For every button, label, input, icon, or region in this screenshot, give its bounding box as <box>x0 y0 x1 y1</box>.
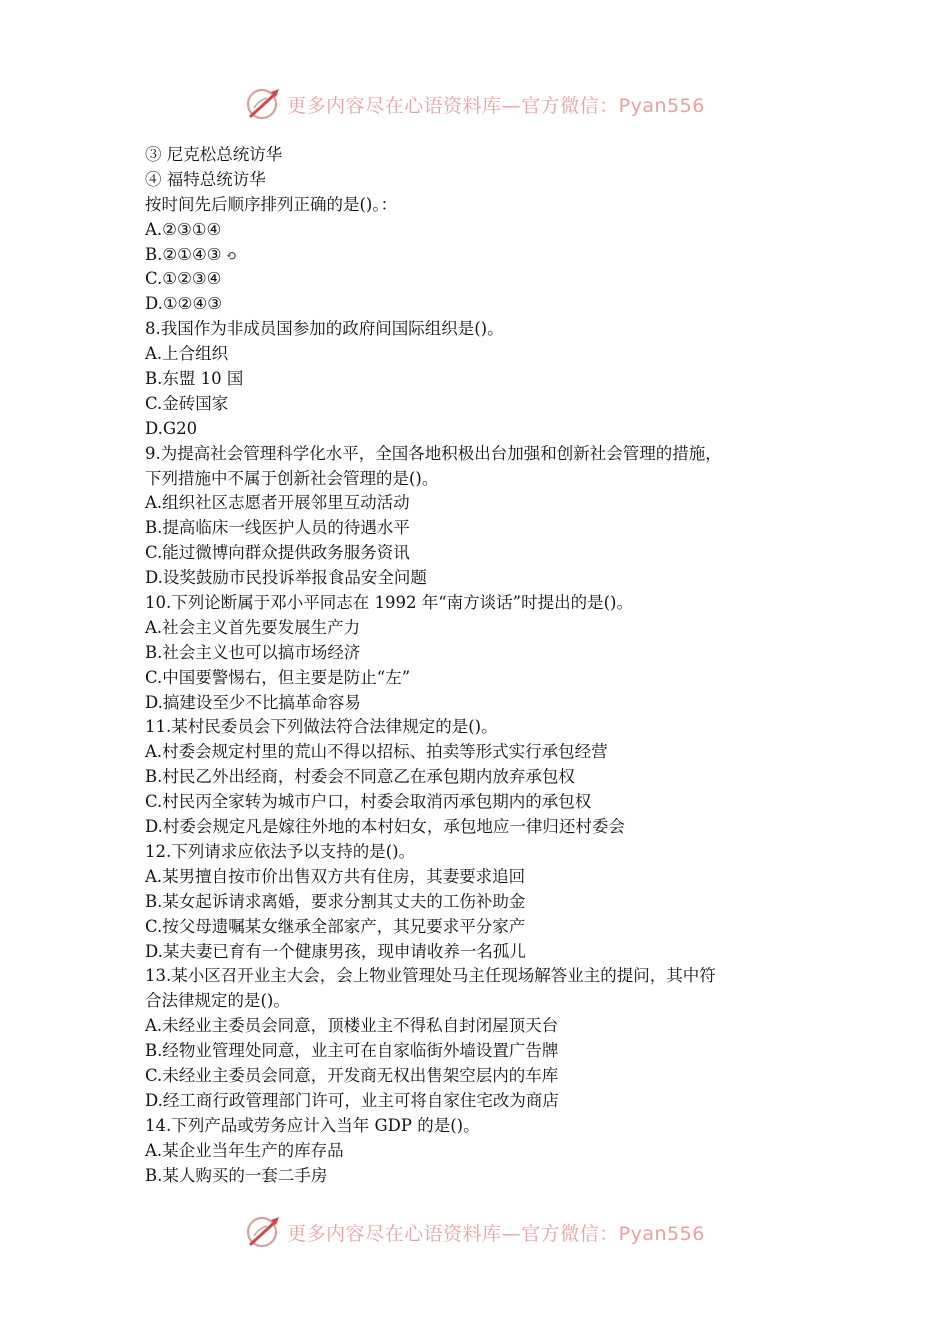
text-line: ③ 尼克松总统访华 <box>145 145 283 164</box>
text-line: A.村委会规定村里的荒山不得以招标、拍卖等形式实行承包经营 <box>145 742 608 762</box>
text-line: 按时间先后顺序排列正确的是()。： <box>145 194 398 214</box>
text-line: D.G20 <box>145 418 198 438</box>
text-line: D.搞建设至少不比搞革命容易 <box>145 692 361 712</box>
text-line: A.组织社区志愿者开展邻里互动活动 <box>145 493 410 513</box>
text-line: C.按父母遗嘱某女继承全部家产，其兄要求平分家产 <box>145 916 526 936</box>
document-body <box>145 143 835 1188</box>
header-watermark <box>0 84 950 124</box>
text-line: C.能过微博向群众提供政务服务资讯 <box>145 543 410 563</box>
text-line: C.①②③④ <box>145 269 222 289</box>
text-line: A.某男擅自按市价出售双方共有住房，其妻要求追回 <box>145 866 526 886</box>
text-line: A.未经业主委员会同意，顶楼业主不得私自封闭屋顶天台 <box>145 1016 559 1036</box>
watermark-text: 更多内容尽在心语资料库—官方微信：Pyan556 <box>287 1222 705 1245</box>
text-line: D.经工商行政管理部门许可，业主可将自家住宅改为商店 <box>145 1090 559 1110</box>
text-line: B.社会主义也可以搞市场经济 <box>145 642 361 662</box>
text-line: 12.下列请求应依法予以支持的是()。 <box>145 841 416 861</box>
text-line: B.提高临床一线医护人员的待遇水平 <box>145 518 410 538</box>
text-line: 9.为提高社会管理科学化水平，全国各地积极出台加强和创新社会管理的措施， <box>145 443 722 463</box>
text-line-with-mark <box>145 243 835 268</box>
text-line: A.②③①④ <box>145 219 222 239</box>
text-line: 14.下列产品或劳务应计入当年 GDP 的是()。 <box>145 1115 480 1135</box>
text-line: B.某人购买的一套二手房 <box>145 1165 328 1185</box>
text-line: B.某女起诉请求离婚，要求分割其丈夫的工伤补助金 <box>145 891 526 911</box>
text-line: D.村委会规定凡是嫁往外地的本村妇女，承包地应一律归还村委会 <box>145 817 625 837</box>
text-line: B.东盟 10 国 <box>145 369 244 389</box>
text-line: 10.下列论断属于邓小平同志在 1992 年“南方谈话”时提出的是()。 <box>145 593 633 613</box>
text-line: A.社会主义首先要发展生产力 <box>145 617 361 637</box>
text-line: C.村民丙全家转为城市户口，村委会取消丙承包期内的承包权 <box>145 792 592 812</box>
watermark-text: 更多内容尽在心语资料库—官方微信：Pyan556 <box>287 94 705 117</box>
text-line: A.上合组织 <box>145 344 229 364</box>
text-line: 11.某村民委员会下列做法符合法律规定的是()。 <box>145 717 498 737</box>
text-line: B.经物业管理处同意，业主可在自家临街外墙设置广告牌 <box>145 1041 559 1061</box>
text-line: B.村民乙外出经商，村委会不同意乙在承包期内放弃承包权 <box>145 767 575 787</box>
text-line: 13.某小区召开业主大会，会上物业管理处马主任现场解答业主的提问，其中符 <box>145 966 716 986</box>
text-line: 合法律规定的是()。 <box>145 991 290 1011</box>
text-line: A.某企业当年生产的库存品 <box>145 1140 344 1160</box>
text-line: ④ 福特总统访华 <box>145 169 266 189</box>
text-line: C.未经业主委员会同意，开发商无权出售架空层内的车库 <box>145 1065 559 1085</box>
text-line: 8.我国作为非成员国参加的政府间国际组织是()。 <box>145 319 504 339</box>
text-line: 下列措施中不属于创新社会管理的是()。 <box>145 468 439 488</box>
text-line: C.金砖国家 <box>145 393 229 413</box>
text-line: B.②①④③ <box>145 244 222 264</box>
text-line: D.某夫妻已育有一个健康男孩，现申请收养一名孤儿 <box>145 941 526 961</box>
pen-logo-icon <box>245 1214 283 1250</box>
footer-watermark <box>0 1212 950 1252</box>
text-line: D.设奖鼓励市民投诉举报食品安全问题 <box>145 568 427 588</box>
text-line: D.①②④③ <box>145 294 223 314</box>
pen-logo-icon <box>245 86 283 122</box>
text-line: C.中国要警惕右，但主要是防止“左” <box>145 667 411 687</box>
scribble-mark-icon: ⟲ <box>225 248 237 264</box>
